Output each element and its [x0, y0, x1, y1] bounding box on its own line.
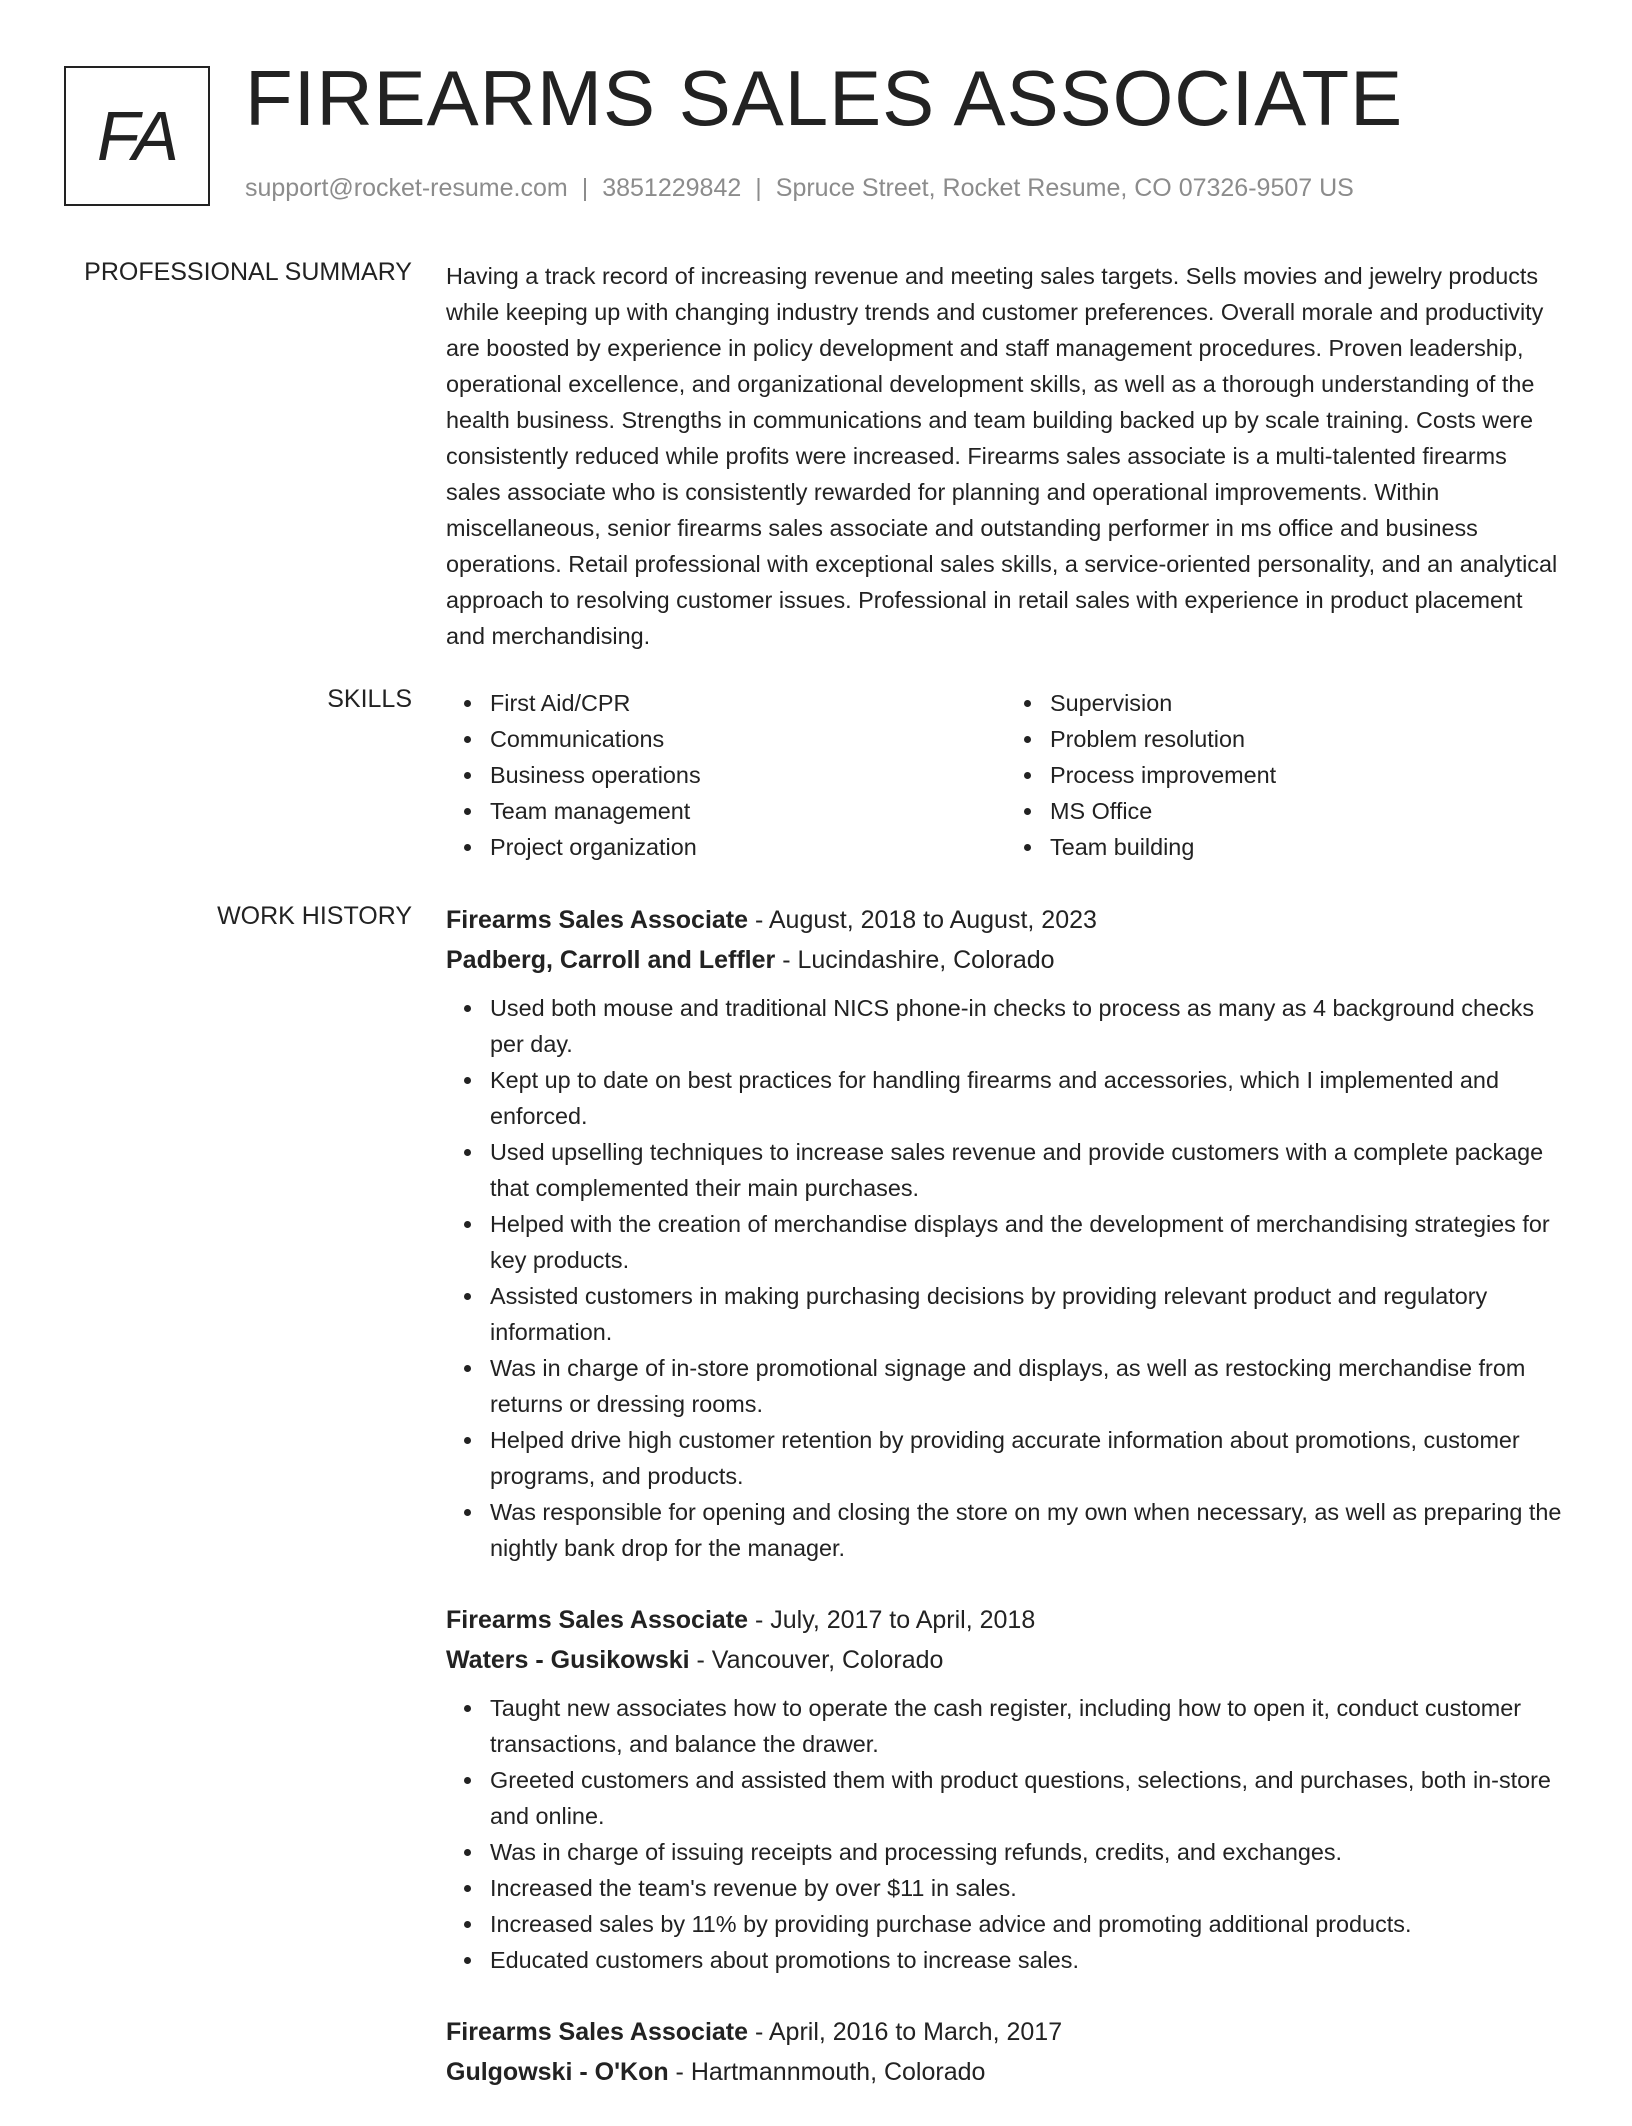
job-title: Firearms Sales Associate: [446, 2018, 749, 2046]
contact-separator: |: [755, 174, 762, 202]
job-dates: - August, 2018 to August, 2023: [748, 906, 1097, 934]
job-bullet: Was responsible for opening and closing the store on my own when necessary, as well as preparing the nightly bank drop for the manager.: [490, 1494, 1566, 1566]
contact-address: Spruce Street, Rocket Resume, CO 07326-9507 US: [775, 174, 1354, 202]
summary-body: [446, 258, 1566, 654]
skill-item: MS Office: [1050, 793, 1566, 829]
resume-title: FIREARMS SALES ASSOCIATE: [245, 54, 1404, 142]
job-location: - Lucindashire, Colorado: [775, 946, 1055, 974]
skill-item: Project organization: [490, 829, 1006, 865]
job-bullet: Was in charge of issuing receipts and processing refunds, credits, and exchanges.: [490, 1834, 1566, 1870]
job-location: - Vancouver, Colorado: [689, 1646, 944, 1674]
job-dates: - July, 2017 to April, 2018: [748, 1606, 1036, 1634]
work-history-heading: WORK HISTORY: [217, 902, 412, 930]
job-bullet: Assisted customers in making purchasing decisions by providing relevant product and regulatory information.: [490, 1278, 1566, 1350]
job-bullet: Greeted customers and assisted them with product questions, selections, and purchases, both in-store and online.: [490, 1762, 1566, 1834]
summary-text: Having a track record of increasing revenue and meeting sales targets. Sells movies and jewelry products while keeping up with changing industry trends and customer preferences. Overall morale and productivity are boosted by experience in policy development and staff management procedures. Proven leadership, operational excellence, and organizational development skills, as well as a thorough understanding of the health business. Strengths in communications and team building backed up by scale training. Costs were consistently reduced while profits were increased. Firearms sales associate is a multi-talented firearms sales associate who is consistently rewarded for planning and operational improvements. Within miscellaneous, senior firearms sales associate and outstanding performer in ms office and business operations. Retail professional with exceptional sales skills, a service-oriented personality, and an analytical approach to resolving customer issues. Professional in retail sales with experience in product placement and merchandising.: [446, 263, 1558, 649]
job-title-line: [446, 2012, 1566, 2052]
job-title: Firearms Sales Associate: [446, 906, 749, 934]
job-bullet: Increased the team's revenue by over $11 in sales.: [490, 1870, 1566, 1906]
job-location: - Hartmannmouth, Colorado: [668, 2058, 986, 2086]
skill-item: Communications: [490, 721, 1006, 757]
job-entry: [446, 900, 1566, 1566]
job-bullet: Was in charge of in-store promotional signage and displays, as well as restocking merchandise from returns or dressing rooms.: [490, 1350, 1566, 1422]
job-bullet: Helped drive high customer retention by providing accurate information about promotions, customer programs, and products.: [490, 1422, 1566, 1494]
skill-item: Supervision: [1050, 685, 1566, 721]
skills-list-left: [446, 685, 1006, 865]
work-history-body: [446, 900, 1566, 2126]
job-bullet: Taught new associates how to operate the cash register, including how to open it, conduct customer transactions, and balance the drawer.: [490, 1690, 1566, 1762]
job-bullet: Used upselling techniques to increase sales revenue and provide customers with a complete package that complemented their main purchases.: [490, 1134, 1566, 1206]
job-entry: [446, 1600, 1566, 1978]
skills-grid: [446, 685, 1566, 865]
job-dates: - April, 2016 to March, 2017: [748, 2018, 1063, 2046]
job-title: Firearms Sales Associate: [446, 1606, 749, 1634]
skills-heading: SKILLS: [327, 685, 412, 713]
job-title-line: [446, 900, 1566, 940]
monogram-logo: [64, 66, 210, 206]
job-title-line: [446, 1600, 1566, 1640]
summary-heading: PROFESSIONAL SUMMARY: [84, 258, 412, 286]
job-entry: [446, 2012, 1566, 2092]
job-bullet: Educated customers about promotions to increase sales.: [490, 1942, 1566, 1978]
skill-item: Team management: [490, 793, 1006, 829]
job-company-line: [446, 1640, 1566, 1680]
skills-list-right: [1006, 685, 1566, 865]
monogram-initials: FA: [96, 97, 178, 175]
job-bullet-list: [446, 1690, 1566, 1978]
skill-item: First Aid/CPR: [490, 685, 1006, 721]
job-company: Padberg, Carroll and Leffler: [446, 946, 776, 974]
skill-item: Business operations: [490, 757, 1006, 793]
job-company-line: [446, 2052, 1566, 2092]
skill-item: Process improvement: [1050, 757, 1566, 793]
contact-line: [245, 174, 1354, 203]
contact-separator: |: [581, 174, 589, 202]
skill-item: Team building: [1050, 829, 1566, 865]
job-company: Gulgowski - O'Kon: [446, 2058, 669, 2086]
job-company-line: [446, 940, 1566, 980]
contact-phone: 3851229842: [602, 174, 742, 202]
job-bullet-list: [446, 990, 1566, 1566]
job-bullet: Increased sales by 11% by providing purchase advice and promoting additional products.: [490, 1906, 1566, 1942]
skill-item: Problem resolution: [1050, 721, 1566, 757]
job-bullet: Kept up to date on best practices for handling firearms and accessories, which I implemented and enforced.: [490, 1062, 1566, 1134]
skills-body: [446, 685, 1566, 865]
job-company: Waters - Gusikowski: [446, 1646, 690, 1674]
job-bullet: Helped with the creation of merchandise displays and the development of merchandising strategies for key products.: [490, 1206, 1566, 1278]
job-bullet: Used both mouse and traditional NICS phone-in checks to process as many as 4 background checks per day.: [490, 990, 1566, 1062]
contact-email: support@rocket-resume.com: [245, 174, 568, 202]
